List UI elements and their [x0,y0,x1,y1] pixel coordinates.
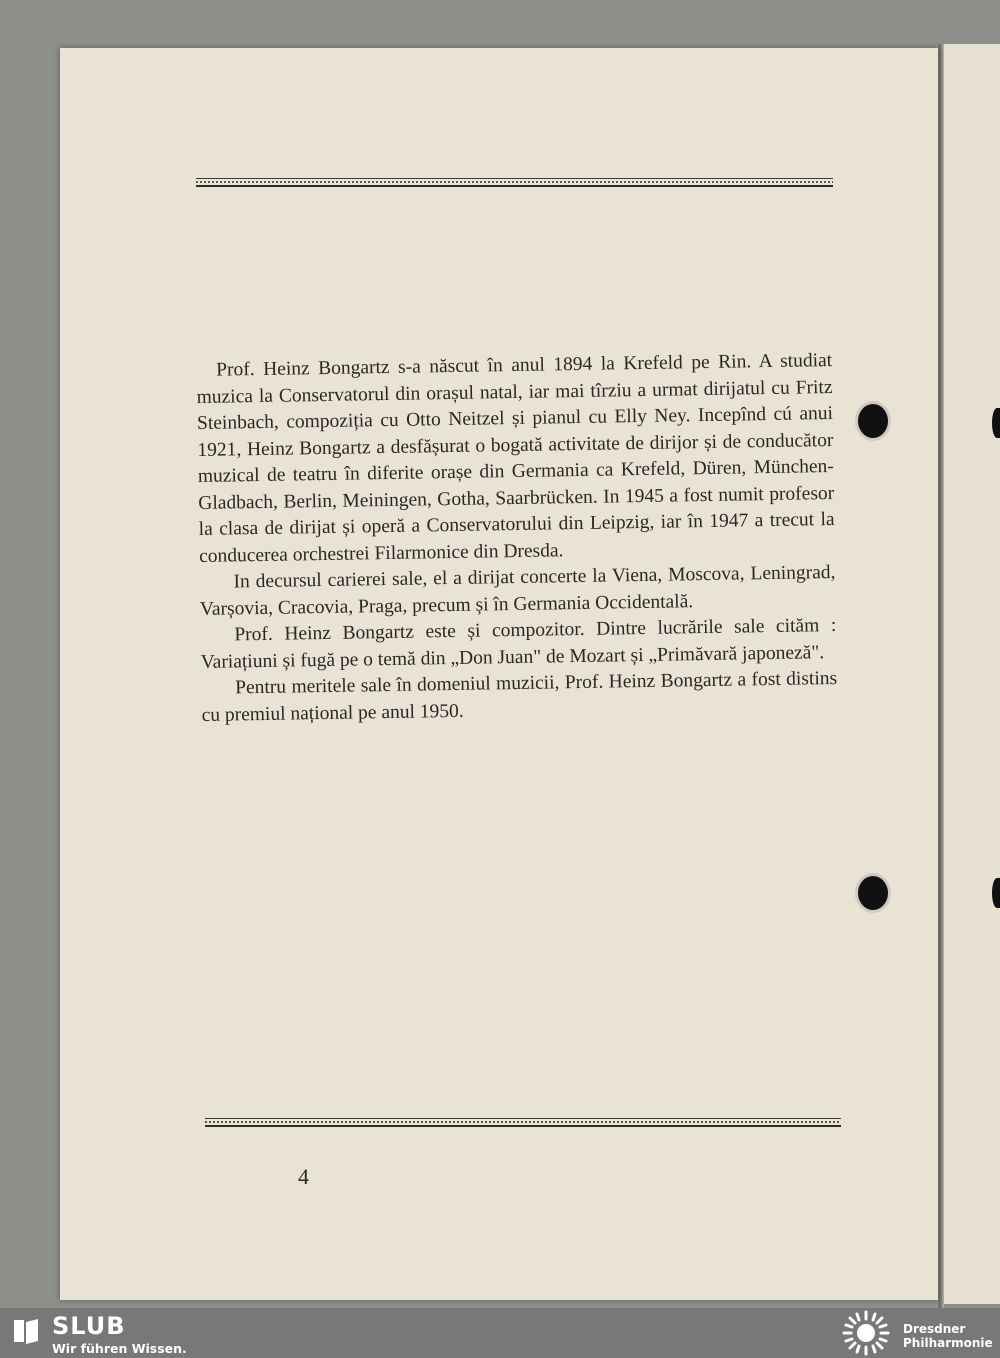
philharmonie-name[interactable] [903,1322,993,1350]
paragraph-2: In decursul carierei sale, el a dirijat concerte la Viena, Moscova, Leningrad, Varșovia, Cracovia, Praga, precum și în Germania Occidentală. [199,561,836,620]
slub-name[interactable]: SLUB [52,1312,126,1340]
philharmonie-line-2: Philharmonie [903,1336,993,1350]
facing-page-edge [942,44,1000,1304]
facing-punch-hole-bottom [992,878,1000,908]
paragraph-4: Pentru meritele sale în domeniul muzicii, Prof. Heinz Bongartz a fost distins cu premiul național pe anul 1950. [201,667,838,726]
page-number: 4 [298,1164,309,1189]
biography-text [196,348,838,729]
bottom-decorative-rule [205,1118,841,1127]
paragraph-1: Prof. Heinz Bongartz s-a născut în anul 1894 la Krefeld pe Rin. A studiat muzica la Conservatorul din orașul natal, iar mai tîrziu a urmat dirijatul cu Fritz Steinbach, compoziția cu Otto Neitzel și pianul cu Elly Ney. Incepînd cú anui 1921, Heinz Bongartz a desfășurat o bogată activitate de dirijor și de conducător muzical de teatru în diferite orașe din Germania ca Krefeld, Düren, München-Gladbach, Berlin, Meiningen, Gotha, Saarbrücken. In 1945 a fost numit profesor la clasa de dirijat și operă a Conservatorului din Leipzig, iar în 1947 a trecut la conducerea orchestrei Filarmonice din Dresda. [196,350,835,567]
paragraph-3: Prof. Heinz Bongartz este și compozitor. Dintre lucrările sale cităm : Variațiuni și fugă pe o temă din „Don Juan" de Mozart și „Primăvară japoneză". [200,614,837,673]
slub-book-icon[interactable] [12,1317,40,1345]
punch-hole-top [858,404,888,438]
facing-punch-hole-top [992,408,1000,438]
top-decorative-rule [196,178,833,187]
punch-hole-bottom [858,876,888,910]
philharmonie-sun-icon[interactable] [840,1310,892,1356]
philharmonie-line-1: Dresdner [903,1322,966,1336]
viewer-footer [0,1308,1000,1358]
slub-tagline: Wir führen Wissen. [52,1341,187,1356]
